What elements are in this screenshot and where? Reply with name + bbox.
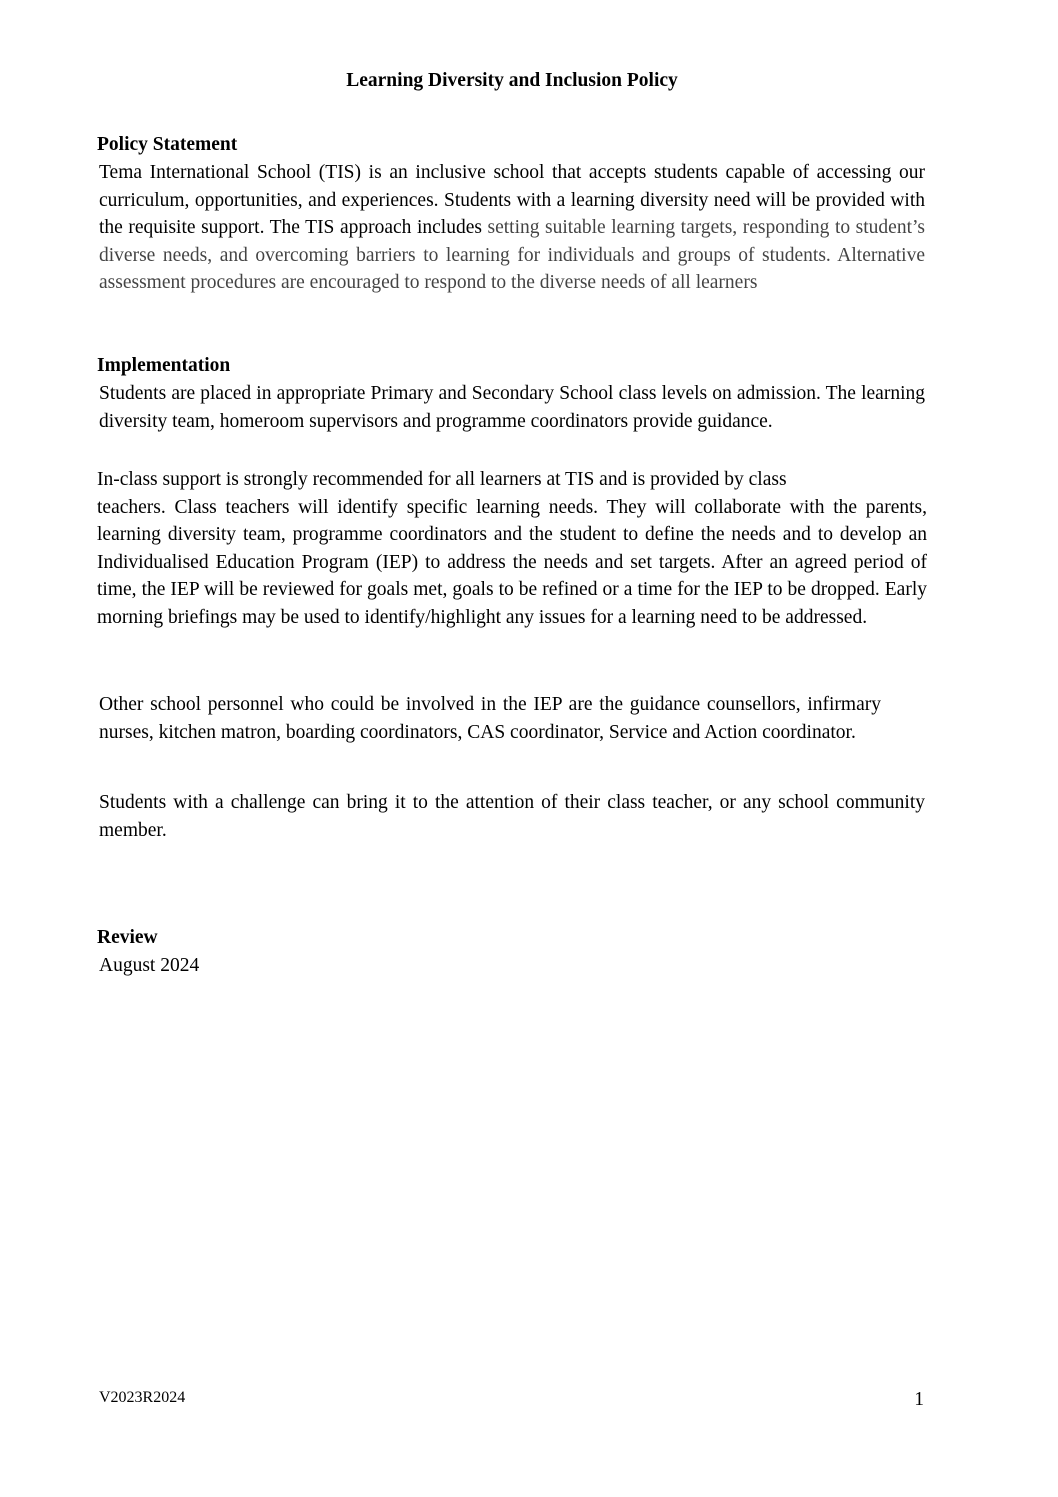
implementation-paragraph-2 [97,466,927,632]
policy-statement-text-part2: setting suitable learning targets, responding to student’s diverse needs, and overcoming barriers to learning for individuals and groups of students. Alternative assessment procedures are encouraged to respond to the diverse needs of all learners [99,217,925,294]
implementation-paragraph-1: Students are placed in appropriate Primary and Secondary School class levels on admission. The learning diversity team, homeroom supervisors and programme coordinators provide guidance. [99,383,925,432]
implementation-paragraph-2-rest: teachers. Class teachers will identify specific learning needs. They will collaborate with the parents, learning diversity team, programme coordinators and the student to define the needs and to develop an Individualised Education Program (IEP) to address the needs and set targets. After an agreed period of time, the IEP will be reviewed for goals met, goals to be refined or a time for the IEP to be dropped. Early morning briefings may be used to identify/highlight any issues for a learning need to be addressed. [97,496,927,628]
policy-statement-heading: Policy Statement [97,134,238,155]
policy-statement-text-part1: Tema International School (TIS) is an inclusive school that accepts students capable of accessing our curriculum, opportunities, and experiences. Students with a learning diversity need will be provided with the requisite support. The TIS approach includes [99,162,925,239]
implementation-paragraph-3: Other school personnel who could be involved in the IEP are the guidance counsellors, infirmary nurses, kitchen matron, boarding coordinators, CAS coordinator, Service and Action coordinator. [99,694,881,743]
implementation-paragraph-2-line-1: In-class support is strongly recommended for all learners at TIS and is provided by class [97,469,787,490]
footer-version: V2023R2024 [99,1389,186,1406]
document-title: Learning Diversity and Inclusion Policy [346,70,678,91]
footer-page-number: 1 [914,1389,924,1410]
implementation-paragraph-4: Students with a challenge can bring it to the attention of their class teacher, or any school community member. [99,792,925,841]
policy-statement-paragraph [99,159,925,297]
review-date: August 2024 [99,955,200,976]
review-heading: Review [97,927,158,948]
implementation-heading: Implementation [97,355,231,376]
